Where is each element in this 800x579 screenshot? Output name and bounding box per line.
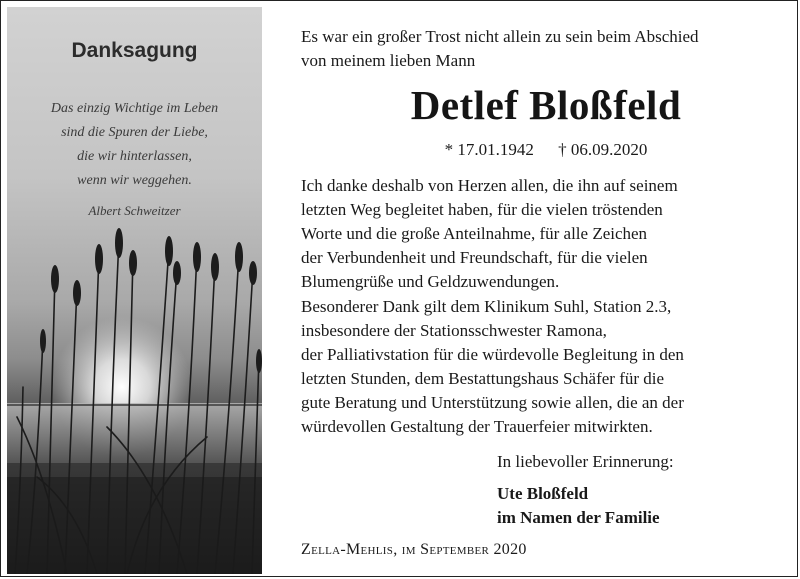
birth-date: * 17.01.1942	[444, 140, 534, 159]
quote-line: sind die Spuren der Liebe,	[61, 125, 208, 140]
text-line: insbesondere der Stationsschwester Ramona,	[301, 321, 607, 340]
schweitzer-quote	[7, 97, 262, 223]
text-line: gute Beratung und Unterstützung sowie allen, die an der	[301, 393, 684, 412]
signature-block	[497, 482, 660, 530]
text-line: letzten Stunden, dem Bestattungshaus Schäfer für die	[301, 369, 665, 388]
death-date: † 06.09.2020	[558, 140, 648, 159]
special-thanks-paragraph	[301, 295, 771, 439]
text-line: Worte und die große Anteilnahme, für alle Zeichen	[301, 224, 648, 243]
quote-author: Albert Schweitzer	[88, 203, 181, 218]
intro-line: Es war ein großer Trost nicht allein zu sein beim Abschied	[301, 27, 699, 46]
closing-line: In liebevoller Erinnerung:	[497, 452, 674, 471]
reed-silhouette-illustration	[7, 7, 262, 574]
reed-sunset-photo	[7, 7, 262, 574]
signer-name: Ute Bloßfeld	[497, 484, 589, 503]
text-line: Blumengrüße und Geldzuwendungen.	[301, 272, 560, 291]
text-line: Ich danke deshalb von Herzen allen, die ihn auf seinem	[301, 176, 678, 195]
life-dates	[301, 140, 791, 160]
text-line: letzten Weg begleitet haben, für die vielen tröstenden	[301, 200, 663, 219]
quote-line: Das einzig Wichtige im Leben	[50, 101, 219, 116]
signer-note: im Namen der Familie	[497, 508, 660, 527]
text-line: der Verbundenheit und Freundschaft, für die vielen	[301, 248, 648, 267]
intro-line: von meinem lieben Mann	[301, 51, 476, 70]
quote-line: die wir hinterlassen,	[77, 149, 192, 164]
text-line: Besonderer Dank gilt dem Klinikum Suhl, Station 2.3,	[301, 297, 672, 316]
thanks-paragraph	[301, 174, 771, 294]
text-line: der Palliativstation für die würdevolle Begleitung in den	[301, 345, 684, 364]
text-line: würdevollen Gestaltung der Trauerfeier mitwirkten.	[301, 417, 653, 436]
quote-line: wenn wir weggehen.	[77, 173, 192, 188]
panel-heading: Danksagung	[71, 39, 198, 62]
place-and-date: Zella-Mehlis, im September 2020	[301, 541, 527, 558]
deceased-name: Detlef Bloßfeld	[410, 82, 682, 128]
intro-text	[301, 25, 699, 73]
